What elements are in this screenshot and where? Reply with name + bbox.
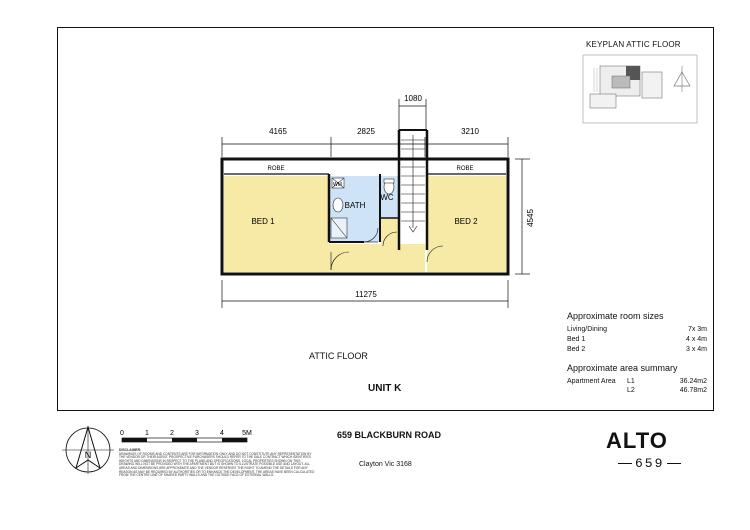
area-summary-title: Approximate area summary	[567, 363, 678, 373]
dim-right-height: 4545	[526, 209, 535, 227]
area-value: 46.78m2	[679, 387, 707, 394]
wc-label: WC	[380, 193, 394, 202]
area-level: L2	[627, 387, 635, 394]
dim-overall: 11275	[355, 290, 377, 299]
area-row	[567, 386, 707, 395]
brand-logo: ALTO	[606, 428, 668, 453]
room-name: Bed 1	[567, 336, 586, 343]
dim-top-right: 3210	[461, 127, 479, 136]
bed1-area	[224, 176, 329, 272]
room-sizes-title: Approximate room sizes	[567, 311, 664, 321]
area-name: Apartment Area	[567, 378, 616, 385]
room-size: 7x 3m	[687, 326, 707, 333]
room-size-row	[567, 325, 707, 335]
disclaimer-title: DISCLAIMER:	[119, 448, 142, 452]
bed2-label: BED 2	[454, 217, 478, 226]
landing-area	[381, 218, 399, 248]
area-name	[567, 386, 627, 395]
disclaimer	[119, 449, 315, 478]
robe-right-label: ROBE	[456, 166, 474, 172]
project-city: Clayton Vic 3168	[359, 461, 412, 468]
area-value: 36.24m2	[679, 378, 707, 385]
area-row	[567, 377, 707, 386]
scale-bar	[118, 426, 268, 446]
room-size-row	[567, 345, 707, 355]
scale-tick: 1	[145, 430, 149, 437]
attic-floor-label: ATTIC FLOOR	[309, 351, 368, 361]
dim-top-left: 4165	[269, 127, 287, 136]
room-name: Living/Dining	[567, 326, 608, 333]
area-level: L1	[627, 378, 635, 385]
hall-area	[329, 244, 425, 272]
stairs	[401, 135, 425, 232]
room-size-row	[567, 335, 707, 345]
scale-tick: 5M	[242, 430, 252, 437]
area-summary	[567, 363, 707, 395]
room-size: 3 x 4m	[685, 346, 707, 353]
north-label: N	[84, 450, 92, 460]
wm-label: WM	[333, 182, 342, 188]
scale-tick: 4	[220, 430, 224, 437]
north-arrow-icon	[60, 424, 116, 476]
room-sizes-panel	[567, 311, 707, 395]
room-name: Bed 2	[567, 346, 586, 353]
scale-tick: 0	[120, 430, 124, 437]
brand-number-text: 659	[635, 456, 665, 471]
robe-left-label: ROBE	[267, 166, 285, 172]
scale-tick: 2	[170, 430, 174, 437]
scale-tick: 3	[195, 430, 199, 437]
dim-top-stair: 1080	[404, 94, 422, 103]
bed1-label: BED 1	[251, 217, 275, 226]
room-size: 4 x 4m	[685, 336, 707, 343]
disclaimer-text: DRAWINGS OF ROOMS AND CONTENTS ARE FOR INFORMATION ONLY AND DO NOT CONSTITUTE ANY REPRESENTATION BY THE VENDOR OR THEIR AGENT. PROSPECTIVE PURCHASERS SHOULD REFER TO THE SALE CONTRACT WHICH IDENTIFIES HEIGHTS AND DIMENSIONS IN RESPECT TO THE PLANS AND SPECIFICATIONS. LOCAL PROPERTIES SHOWN ON THIS DRAWING WILL NOT BE PROVIDED WITH THE APARTMENT BUT IS SHOWN TO ILLUSTRATE POSSIBLE USE AND LAYOUT. ALL AREAS AND DIMENSIONS ARE APPROXIMATE AND THE VENDOR RESERVES THE RIGHT TO AMEND THE DETAILS FOR ANY REASON AS MAY BE REQUIRED BY AUTHORITIES OR TO ENHANCE THE DEVELOPMENT. THE AREAS HAVE BEEN CALCULATED FROM THE CENTRE LINE OF SHARED PARTY WALLS AND THE OUTSIDE FACE OF EXTERNAL WALLS.	[119, 451, 315, 478]
dim-top-mid: 2825	[357, 127, 375, 136]
project-address: 659 BLACKBURN ROAD	[337, 430, 442, 440]
bath-label: BATH	[344, 201, 366, 210]
unit-label: UNIT K	[368, 383, 402, 394]
keyplan-title: KEYPLAN ATTIC FLOOR	[586, 40, 681, 49]
brand-number	[615, 456, 684, 471]
